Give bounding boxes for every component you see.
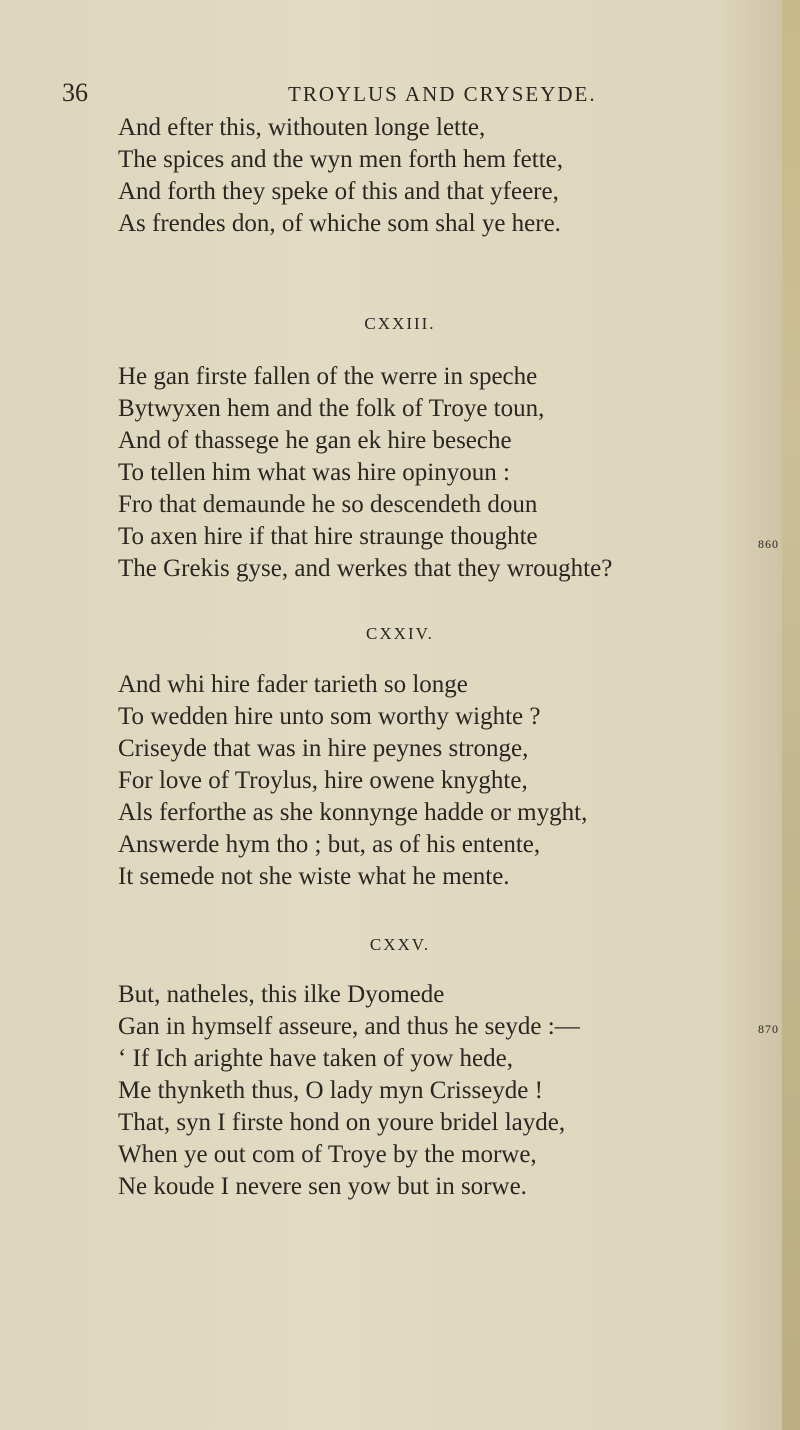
verse-line: Als ferforthe as she konnynge hadde or myght, <box>118 799 588 826</box>
verse-line: And forth they speke of this and that yfeere, <box>118 178 559 205</box>
verse-line: To tellen him what was hire opinyoun : <box>118 459 510 486</box>
verse-line: Bytwyxen hem and the folk of Troye toun, <box>118 395 545 422</box>
verse-line: The spices and the wyn men forth hem fette, <box>118 146 563 173</box>
stanza-heading: CXXV. <box>369 935 431 954</box>
verse-line: ‘ If Ich arighte have taken of yow hede, <box>118 1045 513 1072</box>
verse-line: And of thassege he gan ek hire beseche <box>118 427 512 454</box>
verse-line: When ye out com of Troye by the morwe, <box>118 1141 537 1168</box>
verse-line: Gan in hymself asseure, and thus he seyde :— <box>118 1013 580 1040</box>
verse-line: Criseyde that was in hire peynes stronge, <box>118 735 529 762</box>
page-header <box>62 78 702 118</box>
verse-line: Answerde hym tho ; but, as of his entente, <box>118 831 541 858</box>
stanza-heading: CXXIV. <box>366 624 434 643</box>
verse-line: As frendes don, of whiche som shal ye here. <box>118 210 561 237</box>
verse-line: It semede not she wiste what he mente. <box>118 863 510 890</box>
verse-line: Me thynketh thus, O lady myn Crisseyde ! <box>118 1077 543 1104</box>
verse-line: Fro that demaunde he so descendeth doun <box>118 491 538 518</box>
verse-line: And efter this, withouten longe lette, <box>118 114 486 141</box>
verse-line: He gan firste fallen of the werre in speche <box>118 363 538 390</box>
verse-line: To axen hire if that hire straunge thoughte <box>118 523 538 550</box>
page-edge <box>782 0 800 1430</box>
stanza-heading: CXXIII. <box>364 314 436 333</box>
line-number: 860 <box>758 537 779 551</box>
verse-line: And whi hire fader tarieth so longe <box>118 671 468 698</box>
verse-line: That, syn I firste hond on youre bridel layde, <box>118 1109 566 1136</box>
verse-line: Ne koude I nevere sen yow but in sorwe. <box>118 1173 527 1200</box>
verse-line: To wedden hire unto som worthy wighte ? <box>118 703 541 730</box>
running-title: TROYLUS AND CRYSEYDE. <box>288 82 597 106</box>
verse-line: For love of Troylus, hire owene knyghte, <box>118 767 528 794</box>
page-number: 36 <box>62 78 88 107</box>
line-number: 870 <box>758 1022 779 1036</box>
verse-line: But, natheles, this ilke Dyomede <box>118 981 445 1008</box>
verse-line: The Grekis gyse, and werkes that they wroughte? <box>118 555 613 582</box>
